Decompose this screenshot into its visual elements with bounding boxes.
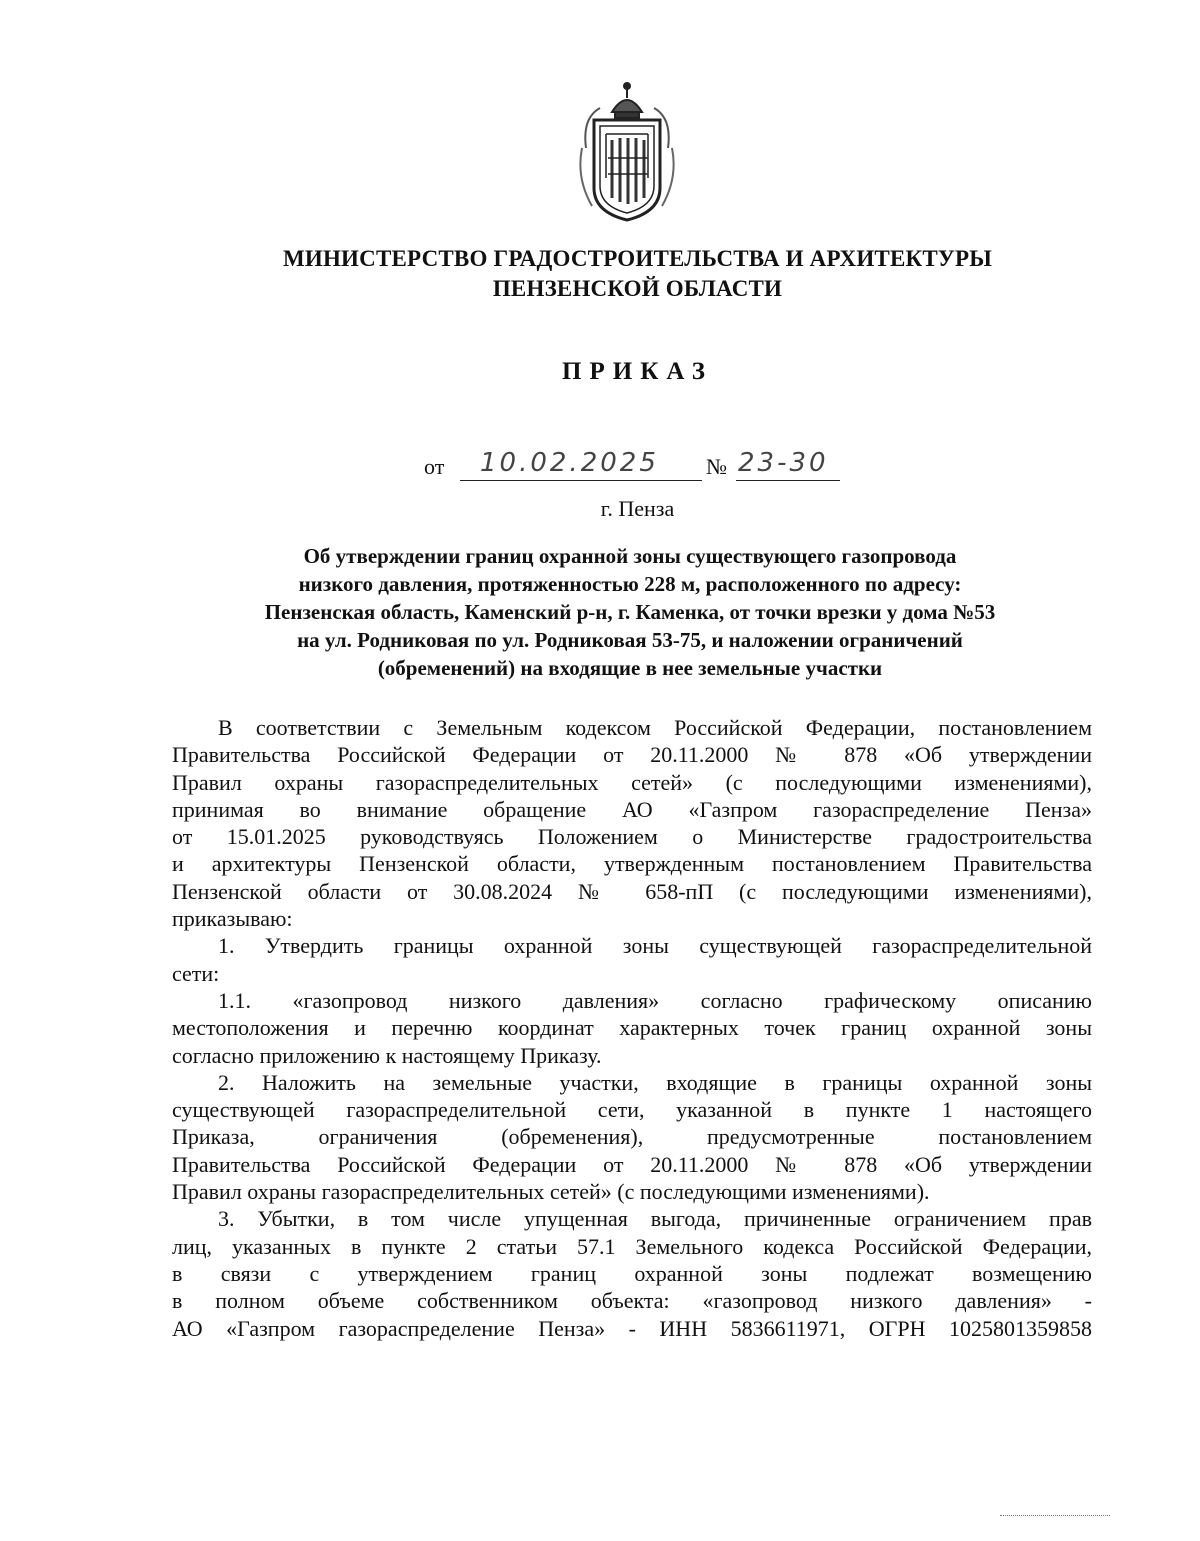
body-line: Правительства Российской Федерации от 20.11.2000 № 878 «Об утверждении [172, 742, 1092, 768]
body-line: приказываю: [172, 906, 293, 932]
body-line: местоположения и перечню координат характерных точек границ охранной зоны [172, 1015, 1092, 1041]
title-line: на ул. Родниковая по ул. Родниковая 53-75, и наложении ограничений [297, 628, 963, 652]
body-line: согласно приложению к настоящему Приказу. [172, 1042, 602, 1068]
number-underline [736, 480, 840, 481]
body-line: Приказа, ограничения (обременения), предусмотренные постановлением [172, 1124, 1092, 1150]
number-label: № [706, 454, 727, 479]
body-line: Правил охраны газораспределительных сетей» (с последующими изменениями). [172, 1179, 930, 1205]
body-line: Пензенской области от 30.08.2024 № 658-пП (с последующими изменениями), [172, 878, 1092, 904]
ministry-name-line1: МИНИСТЕРСТВО ГРАДОСТРОИТЕЛЬСТВА И АРХИТЕКТУРЫ [282, 246, 993, 271]
body-line: В соответствии с Земельным кодексом Российской Федерации, постановлением [218, 715, 1092, 740]
body-line: Правительства Российской Федерации от 20.11.2000 № 878 «Об утверждении [172, 1151, 1092, 1177]
body-line: 1. Утвердить границы охранной зоны существующей газораспределительной [218, 933, 1092, 959]
document-type-heading: ПРИКАЗ [562, 358, 713, 385]
ministry-name-line2: ПЕНЗЕНСКОЙ ОБЛАСТИ [492, 276, 783, 301]
coat-of-arms-icon [572, 78, 682, 224]
title-line: Пензенская область, Каменский р-н, г. Каменка, от точки врезки у дома №53 [264, 600, 996, 624]
title-line: Об утверждении границ охранной зоны существующего газопровода [303, 544, 957, 568]
body-line: 2. Наложить на земельные участки, входящие в границы охранной зоны [218, 1069, 1092, 1095]
body-line: и архитектуры Пензенской области, утвержденным постановлением Правительства [172, 851, 1092, 877]
body-line: в полном объеме собственником объекта: «газопровод низкого давления» - [172, 1288, 1092, 1314]
handwritten-number: 23-30 [738, 448, 829, 478]
body-line: 1.1. «газопровод низкого давления» согласно графическому описанию [218, 987, 1092, 1013]
order-body [172, 714, 1092, 1342]
body-line: в связи с утверждением границ охранной зоны подлежат возмещению [172, 1260, 1092, 1286]
footer-dotted-mark [1000, 1515, 1110, 1516]
city-name: г. Пенза [600, 496, 675, 521]
from-label: от [424, 454, 445, 479]
title-line: низкого давления, протяженностью 228 м, расположенного по адресу: [298, 572, 962, 596]
date-underline [460, 480, 702, 481]
body-line: от 15.01.2025 руководствуясь Положением о Министерстве градостроительства [172, 824, 1092, 850]
body-line: Правил охраны газораспределительных сетей» (с последующими изменениями), [172, 769, 1092, 795]
body-line: принимая во внимание обращение АО «Газпром газораспределение Пенза» [172, 796, 1092, 822]
body-line: сети: [172, 960, 220, 986]
body-line: существующей газораспределительной сети, указанной в пункте 1 настоящего [172, 1097, 1092, 1123]
handwritten-date: 10.02.2025 [480, 448, 659, 478]
order-title [160, 542, 1100, 682]
body-line: 3. Убытки, в том числе упущенная выгода, причиненные ограничением прав [218, 1206, 1092, 1232]
body-line: лиц, указанных в пункте 2 статьи 57.1 Земельного кодекса Российской Федерации, [172, 1233, 1092, 1259]
date-number-line [424, 448, 854, 484]
body-line: АО «Газпром газораспределение Пенза» - ИНН 5836611971, ОГРН 1025801359858 [172, 1315, 1092, 1341]
title-line: (обременений) на входящие в нее земельные участки [377, 656, 883, 680]
